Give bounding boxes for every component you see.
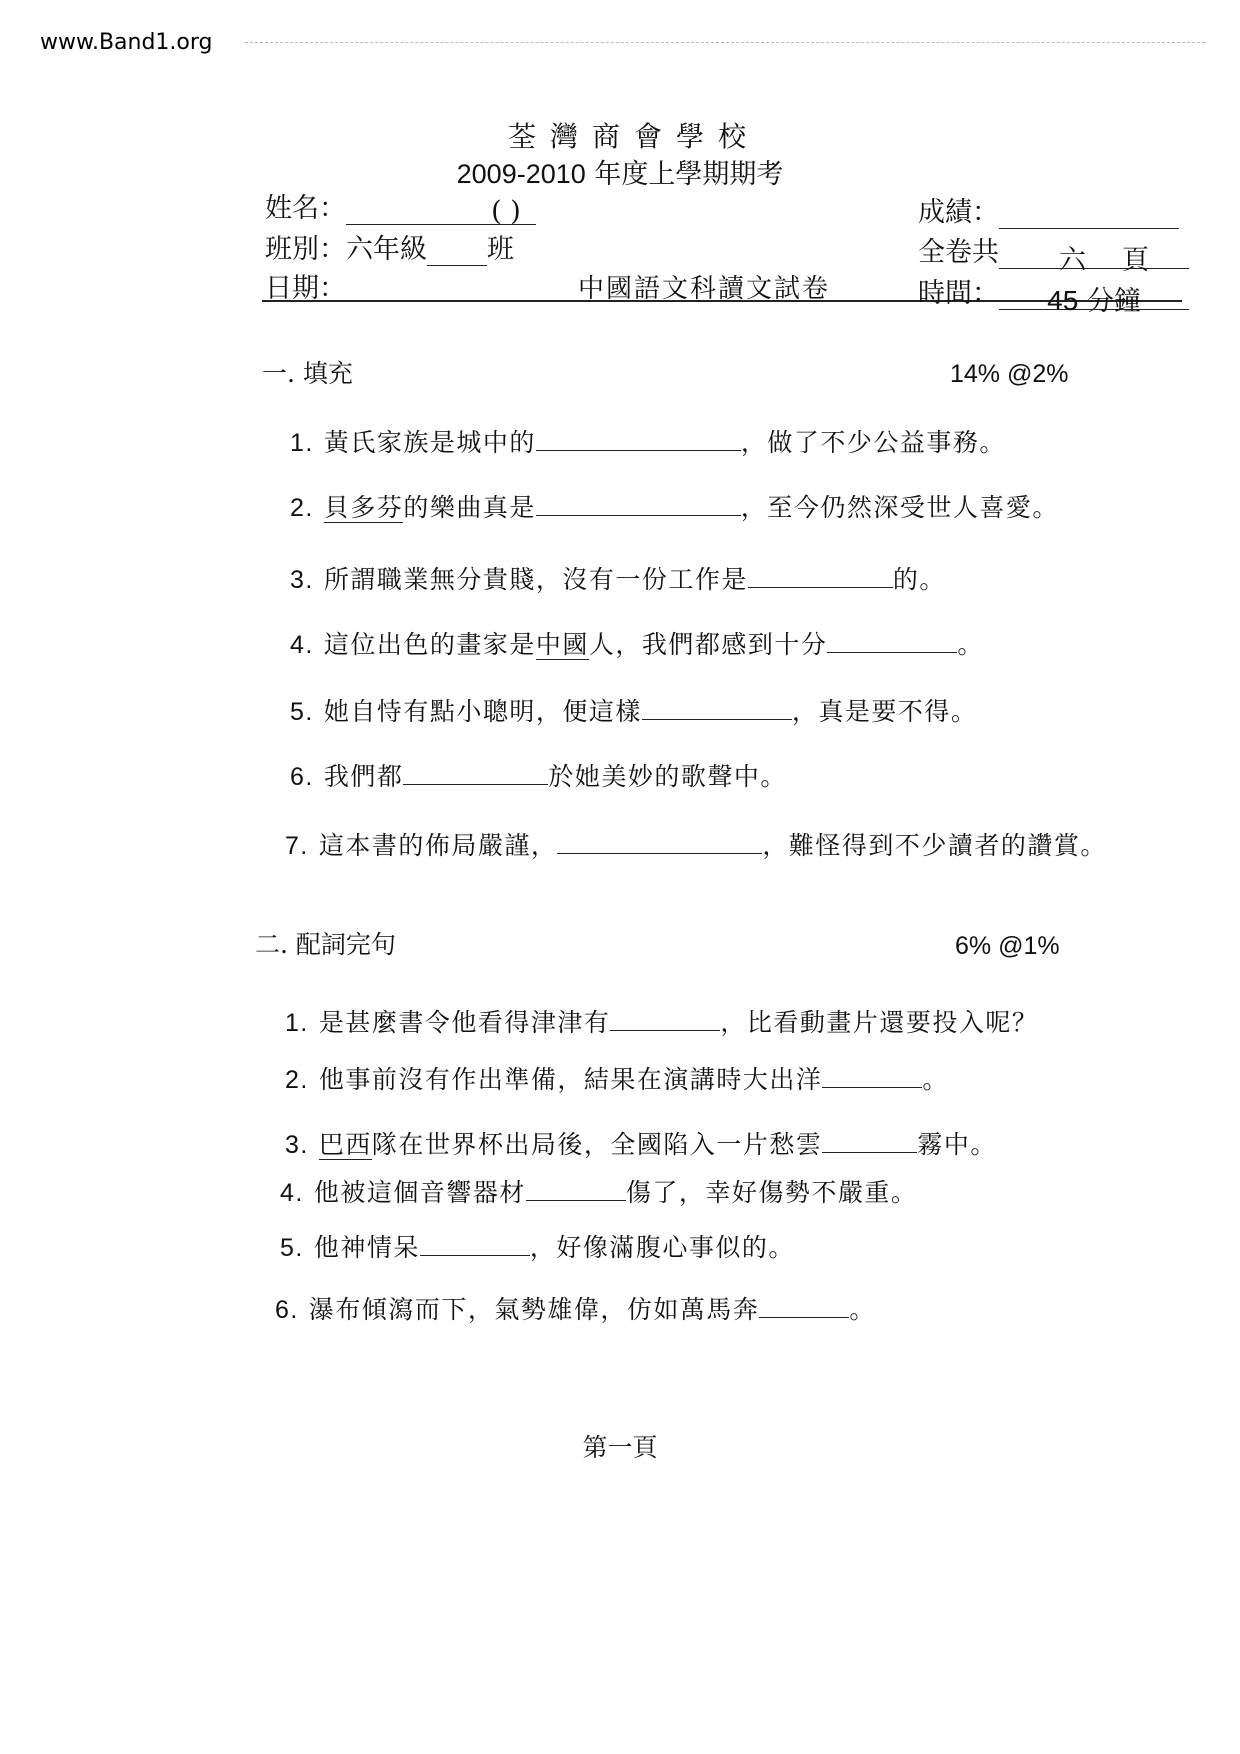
answer-blank[interactable] [526,1176,626,1201]
proper-noun-underlined: 巴西 [318,1130,372,1159]
question-number: 4. [290,631,314,659]
score-field[interactable] [999,198,1179,229]
date-label: 日期： [265,273,346,304]
question-text: 於她美妙的歌聲中。 [548,762,787,791]
watermark-text: www.Band1.org [40,30,213,55]
question-text: ，好像滿腹心事似的。 [529,1233,795,1262]
question-text: 她自恃有點小聰明，便這樣 [323,697,642,726]
section2-score: 6% @1% [955,932,1060,960]
answer-blank[interactable] [822,1128,917,1153]
time-value: 45 [1047,285,1079,316]
question-number: 1. [285,1009,309,1037]
question-text: 這位出色的畫家是 [323,630,536,659]
name-field[interactable] [346,196,476,225]
question-text: ，真是要不得。 [791,697,978,726]
page-number: 第一頁 [582,1433,658,1462]
question-number: 6. [290,763,314,791]
question-text: 他被這個音響器材 [313,1178,526,1207]
question-text: 所謂職業無分貴賤，沒有一份工作是 [323,565,748,594]
question-text: 是甚麼書令他看得津津有 [318,1008,611,1037]
question-number: 2. [285,1066,309,1094]
answer-blank[interactable] [403,760,548,785]
time-row [918,271,1189,317]
s2-question-6 [275,1290,876,1326]
class-label: 班別： [265,234,346,265]
class-number-paren[interactable]: ( ) [476,196,536,225]
question-text: 我們都 [323,762,404,791]
time-label: 時間： [918,278,999,309]
question-text: 這本書的佈局嚴謹， [318,831,558,860]
answer-blank[interactable] [420,1231,530,1256]
time-unit: 分鐘 [1086,286,1141,317]
answer-blank[interactable] [748,563,893,588]
s2-question-4 [280,1173,917,1209]
answer-blank[interactable] [822,1063,922,1088]
exam-title [0,152,1240,191]
s1-question-5 [290,692,977,728]
pages-unit: 頁 [1122,245,1149,276]
class-suffix: 班 [487,234,514,265]
answer-blank[interactable] [827,628,957,653]
question-text: ，比看動畫片還要投入呢？ [720,1008,1039,1037]
question-text: ，難怪得到不少讀者的讚賞。 [762,831,1107,860]
question-text: 他事前沒有作出準備，結果在演講時大出洋 [318,1065,823,1094]
question-text: 。 [849,1295,876,1324]
answer-blank[interactable] [536,491,741,516]
question-text: 的樂曲真是 [403,493,536,522]
s1-question-6 [290,757,787,793]
question-text: 他神情呆 [313,1233,420,1262]
s2-question-1 [285,1003,1038,1039]
question-text: 瀑布傾瀉而下，氣勢雄偉，仿如萬馬奔 [308,1295,760,1324]
question-text: 黃氏家族是城中的 [323,428,536,457]
question-number: 1. [290,429,314,457]
s1-question-2 [290,488,1059,524]
s2-question-5 [280,1228,795,1264]
question-number: 2. [290,494,314,522]
s1-question-7 [285,826,1107,862]
answer-blank[interactable] [642,695,792,720]
name-row [265,186,536,225]
grade-text: 六年級 [346,234,427,265]
question-number: 6. [275,1296,299,1324]
exam-title-text: 年度上學期期考 [594,159,784,190]
question-text: 隊在世界杯出局後，全國陷入一片愁雲 [371,1130,823,1159]
class-field[interactable] [427,237,487,266]
answer-blank[interactable] [536,426,741,451]
s2-question-2 [285,1060,949,1096]
question-number: 5. [280,1234,304,1262]
score-label: 成績： [918,197,999,228]
s1-question-4 [290,625,984,661]
question-text: 。 [957,630,984,659]
section2-title: 二. 配詞完句 [255,930,396,959]
s1-question-1 [290,423,1006,459]
question-text: 人，我們都感到十分 [588,630,828,659]
question-text: ，至今仍然深受世人喜愛。 [740,493,1059,522]
proper-noun-underlined: 中國 [535,630,589,659]
pages-label: 全卷共 [918,237,999,268]
s1-question-3 [290,560,946,596]
school-name: 荃灣商會學校 [507,120,760,153]
answer-blank[interactable] [557,829,762,854]
proper-noun-underlined: 貝多芬 [323,493,404,522]
question-text: ，做了不少公益事務。 [740,428,1006,457]
class-row [265,227,514,266]
question-number: 3. [285,1131,309,1159]
answer-blank[interactable] [759,1293,849,1318]
s2-question-3 [285,1125,997,1161]
question-text: 霧中。 [917,1130,997,1159]
paper-subject: 中國語文科讀文試卷 [578,274,831,304]
question-text: 的。 [892,565,946,594]
score-row [918,190,1179,229]
question-number: 7. [285,832,309,860]
pages-value: 六 [1059,245,1122,276]
question-number: 4. [280,1179,304,1207]
section1-score: 14% @2% [950,360,1069,388]
question-text: 。 [922,1065,949,1094]
question-number: 3. [290,566,314,594]
exam-year: 2009-2010 [456,159,586,189]
name-label: 姓名： [265,193,346,224]
question-text: 傷了，幸好傷勢不嚴重。 [625,1178,918,1207]
answer-blank[interactable] [610,1006,720,1031]
question-number: 5. [290,698,314,726]
top-divider [245,42,1205,43]
pages-row [918,230,1189,276]
section1-title: 一. 填充 [262,359,353,388]
